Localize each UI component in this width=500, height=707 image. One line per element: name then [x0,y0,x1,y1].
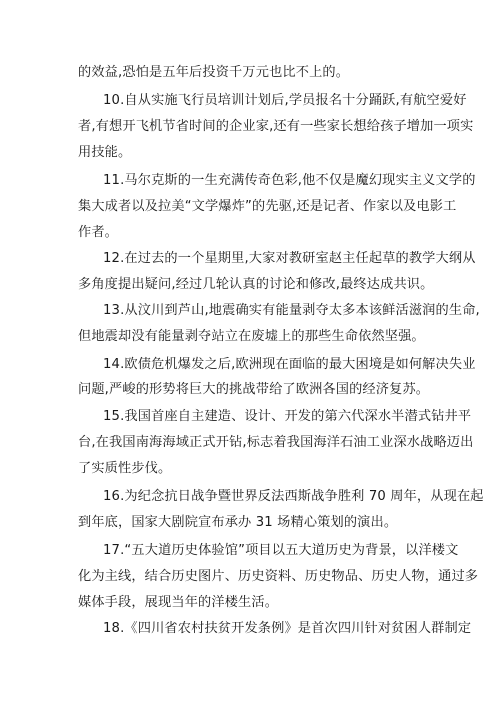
text-line: 化为主线，结合历史图片、历史资料、历史物品、历史人物，通过多 [78,569,479,584]
text-line: 问题,严峻的形势将巨大的挑战带给了欧洲各国的经济复苏。 [78,382,430,397]
text-line: 17.“五大道历史体验馆”项目以五大道历史为背景，以洋楼文 [103,543,459,558]
text-line: 者,有想开飞机节省时间的企业家,还有一些家长想给孩子增加一项实 [78,119,474,134]
text-line: 台,在我国南海海域正式开钻,标志着我国海洋石油工业深水战略迈出 [78,435,474,450]
text-line: 作者。 [78,225,119,240]
text-line: 11.马尔克斯的一生充满传奇色彩,他不仅是魔幻现实主义文学的 [103,173,476,188]
text-line: 了实质性步伐。 [78,461,172,476]
text-line: 媒体手段，展现当年的洋楼生活。 [78,595,279,610]
text-line: 集大成者以及拉美“文学爆炸”的先驱,还是记者、作家以及电影工 [78,199,457,214]
text-line: 用技能。 [78,145,132,160]
text-line: 12.在过去的一个星期里,大家对教研室赵主任起草的教学大纲从 [103,251,476,266]
text-line: 18.《四川省农村扶贫开发条例》是首次四川针对贫困人群制定 [103,621,472,636]
text-line: 但地震却没有能量剥夺站立在废墟上的那些生命依然坚强。 [78,329,425,344]
text-line: 13.从汶川到芦山,地震确实有能量剥夺太多本该鲜活滋润的生命, [103,303,480,318]
text-line: 14.欧债危机爆发之后,欧洲现在面临的最大困境是如何解决失业 [103,357,476,372]
text-line: 多角度提出疑问,经过几轮认真的讨论和修改,最终达成共识。 [78,277,434,292]
text-line: 10.自从实施飞行员培训计划后,学员报名十分踊跃,有航空爱好 [103,93,467,108]
text-line: 15.我国首座自主建造、设计、开发的第六代深水半潜式钻井平 [103,409,472,424]
text-line: 到年底，国家大剧院宣布承办 31 场精心策划的演出。 [78,515,398,530]
text-line: 的效益,恐怕是五年后投资千万元也比不上的。 [78,65,350,80]
text-line: 16.为纪念抗日战争暨世界反法西斯战争胜利 70 周年，从现在起 [103,489,484,504]
